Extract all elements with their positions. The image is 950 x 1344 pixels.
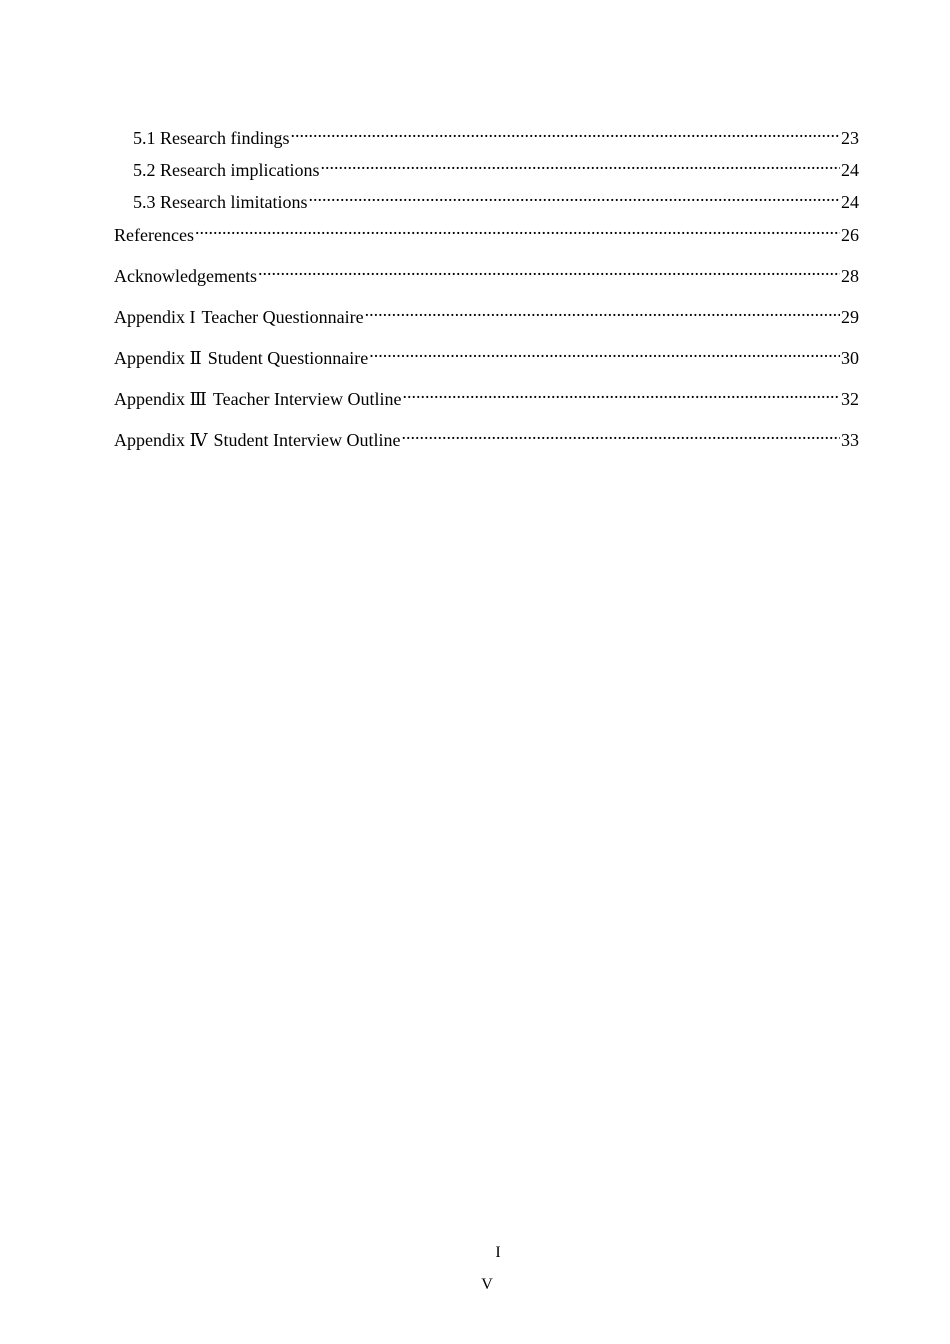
page-number-line-1: I [495, 1244, 501, 1261]
dot-leader [401, 422, 840, 446]
toc-entry-5-1[interactable] [114, 120, 859, 148]
toc-entry-page: 24 [841, 192, 859, 212]
toc-entry-title: 5.2 Research implications [133, 160, 320, 180]
dot-leader [195, 217, 840, 241]
appendix-title: Student Interview Outline [213, 430, 401, 450]
toc-entry-page: 30 [841, 348, 859, 368]
dot-leader [369, 340, 840, 364]
table-of-contents [114, 120, 859, 463]
dot-leader [403, 381, 840, 405]
toc-entry-appendix-2[interactable] [114, 340, 859, 368]
appendix-title: Student Questionnaire [207, 348, 369, 368]
appendix-number: Appendix Ⅱ [114, 348, 202, 368]
appendix-title: Teacher Interview Outline [212, 389, 402, 409]
toc-entry-references[interactable] [114, 217, 859, 245]
toc-entry-page: 24 [841, 160, 859, 180]
toc-entry-page: 26 [841, 225, 859, 245]
toc-entry-appendix-1[interactable] [114, 299, 859, 327]
appendix-number: Appendix I [114, 307, 196, 327]
dot-leader [258, 258, 840, 282]
toc-entry-title: 5.1 Research findings [133, 128, 290, 148]
toc-entry-title: 5.3 Research limitations [133, 192, 308, 212]
toc-entry-acknowledgements[interactable] [114, 258, 859, 286]
toc-entry-title [114, 387, 402, 411]
toc-entry-title: Acknowledgements [114, 266, 257, 286]
toc-entry-title [114, 305, 364, 329]
toc-entry-appendix-3[interactable] [114, 381, 859, 409]
toc-entry-appendix-4[interactable] [114, 422, 859, 450]
dot-leader [320, 152, 840, 176]
toc-entry-page: 28 [841, 266, 859, 286]
toc-entry-page: 29 [841, 307, 859, 327]
dot-leader [290, 120, 840, 144]
toc-entry-page: 23 [841, 128, 859, 148]
toc-entry-title [114, 428, 400, 452]
dot-leader [365, 299, 840, 323]
toc-entry-title [114, 346, 368, 370]
toc-entry-5-2[interactable] [114, 152, 859, 180]
toc-entry-title: References [114, 225, 194, 245]
page-number-line-2: V [481, 1276, 493, 1293]
toc-entry-page: 33 [841, 430, 859, 450]
toc-entry-page: 32 [841, 389, 859, 409]
appendix-number: Appendix Ⅲ [114, 389, 207, 409]
toc-entry-5-3[interactable] [114, 184, 859, 212]
appendix-title: Teacher Questionnaire [201, 307, 364, 327]
dot-leader [308, 184, 840, 208]
appendix-number: Appendix Ⅳ [114, 430, 208, 450]
